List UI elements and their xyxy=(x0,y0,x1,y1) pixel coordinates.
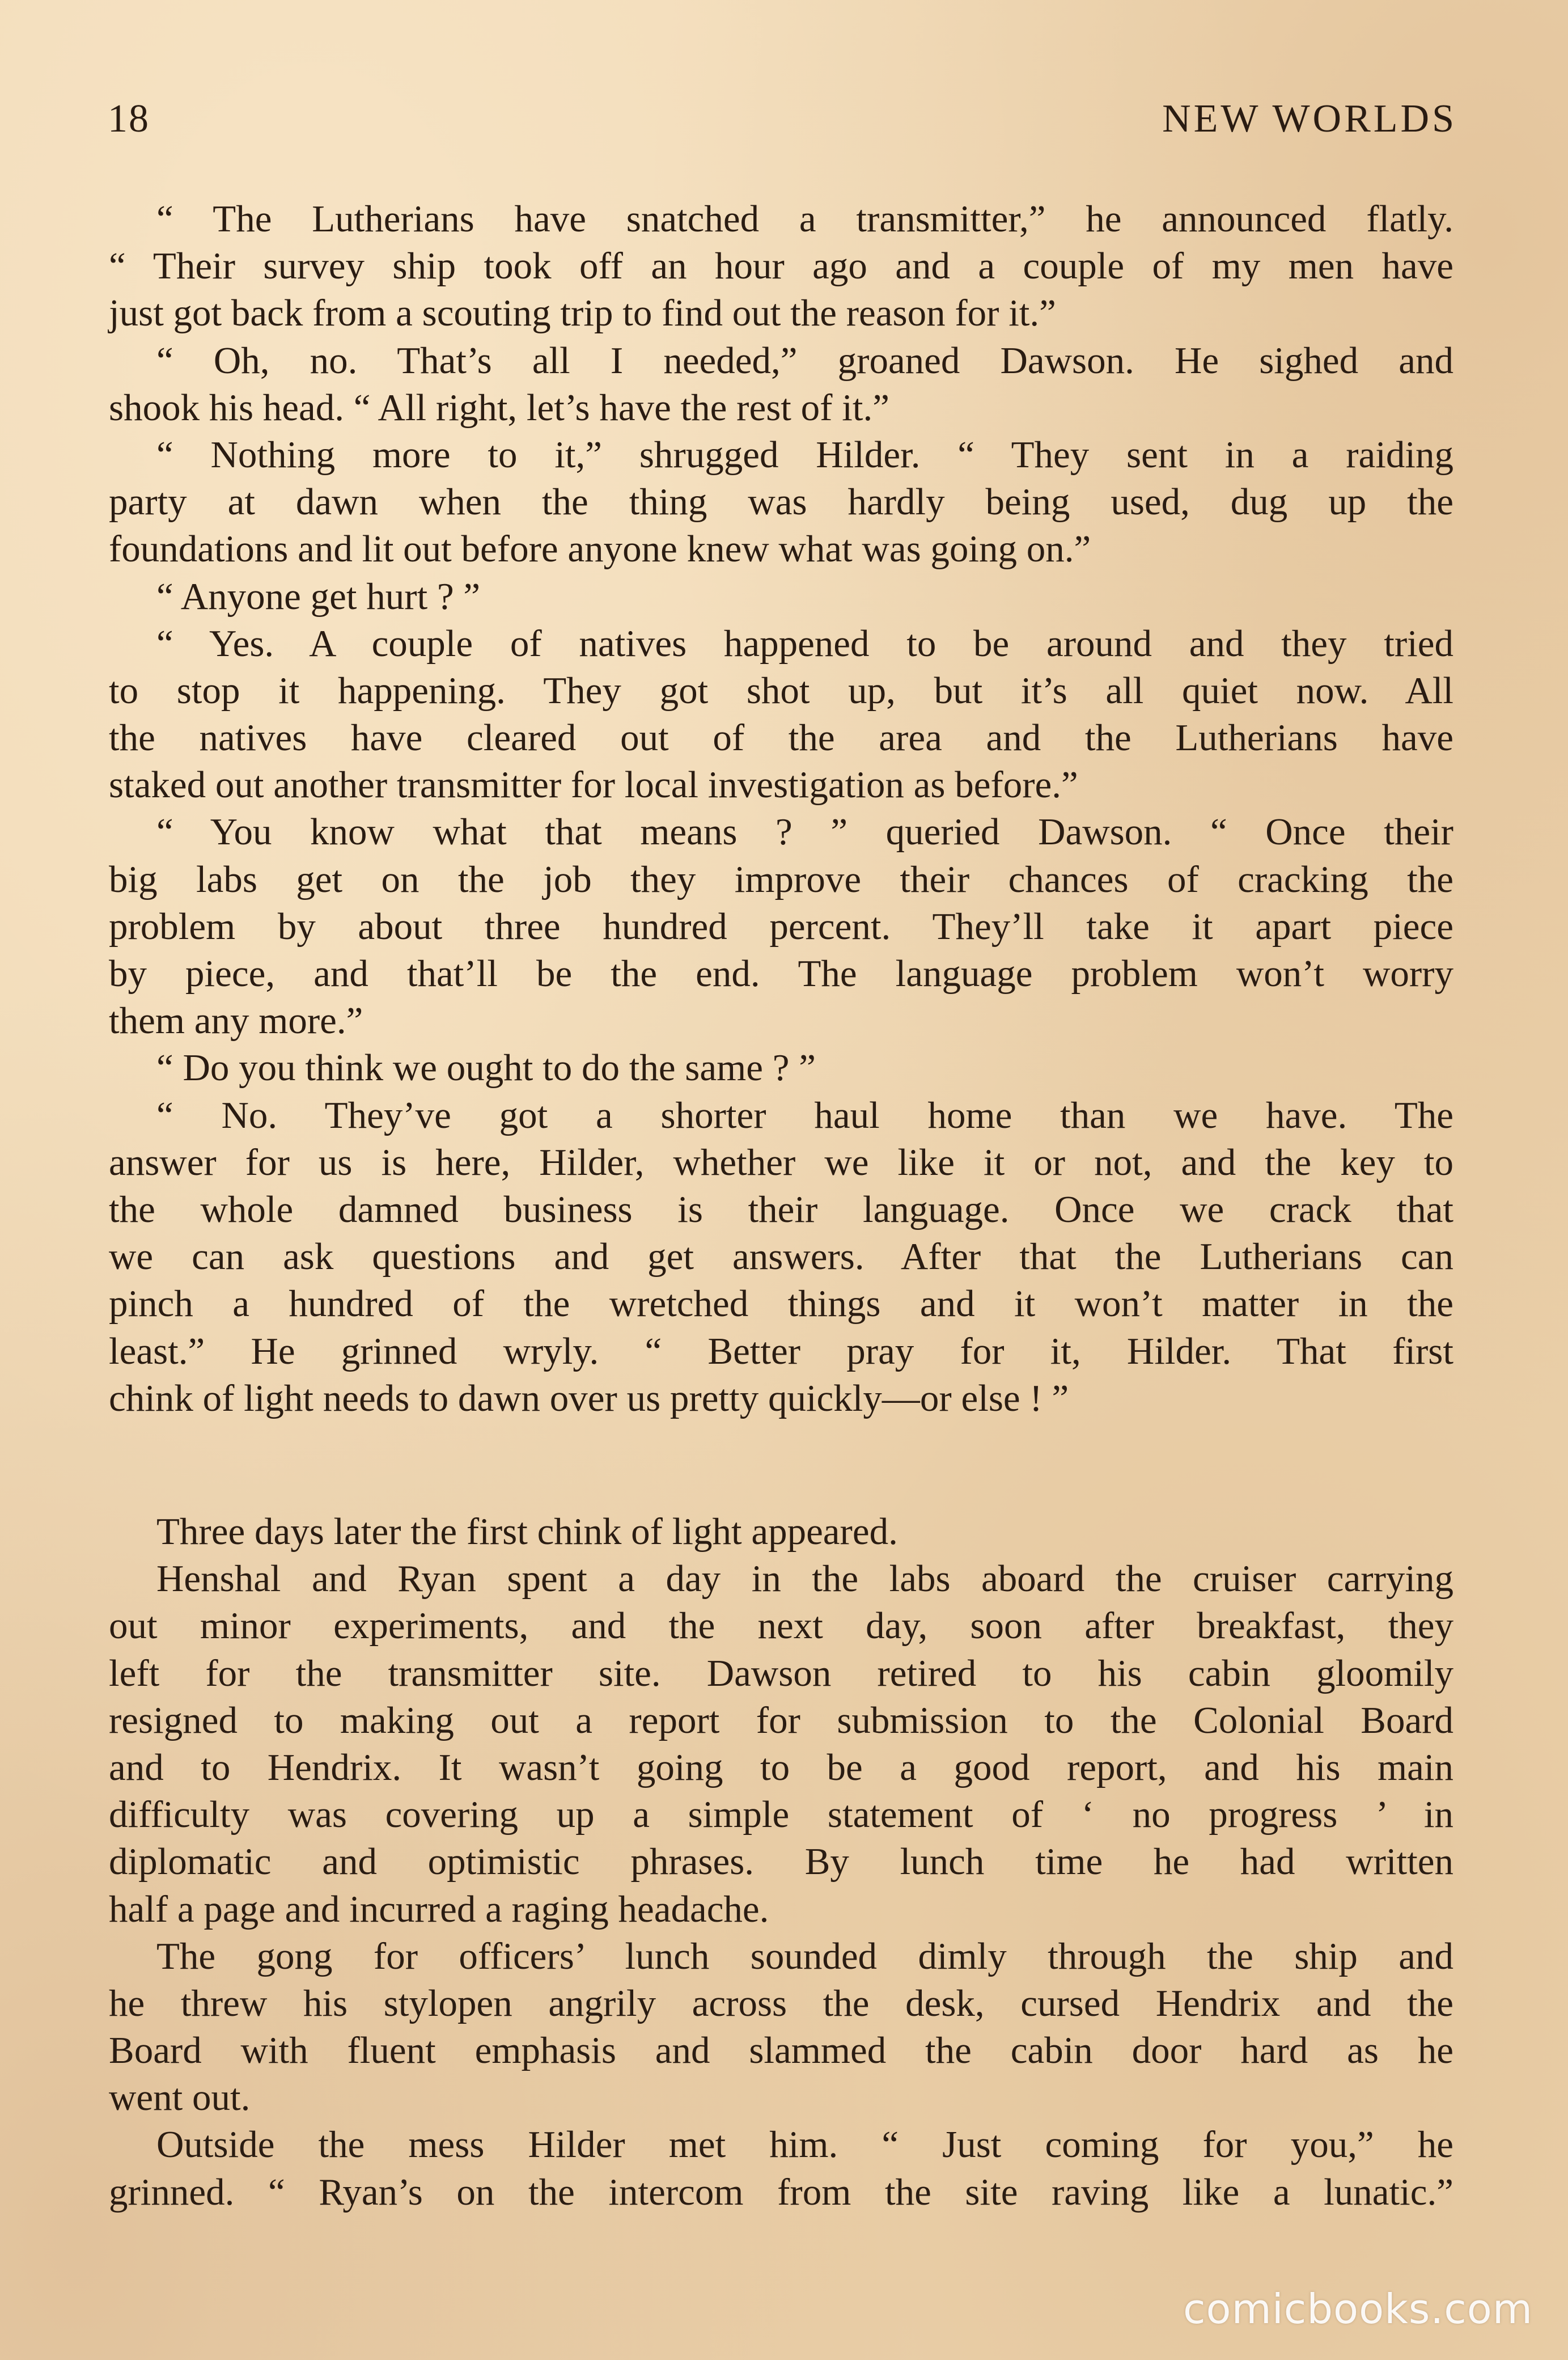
watermark: comicbooks.com xyxy=(1183,2285,1533,2333)
text-line: staked out another transmitter for local investigation as before.” xyxy=(109,764,1078,806)
page-number: 18 xyxy=(108,97,150,141)
body-text-section-2 xyxy=(109,1508,1453,2216)
text-line: to stop it happening. They got shot up, but it’s all quiet now. All xyxy=(109,669,1453,712)
text-line: “ Their survey ship took off an hour ago and a couple of my men have xyxy=(109,245,1453,287)
text-line: “ You know what that means ? ” queried Dawson. “ Once their xyxy=(156,811,1453,853)
text-line: Board with fluent emphasis and slammed the cabin door hard as he xyxy=(109,2029,1453,2072)
text-line: party at dawn when the thing was hardly being used, dug up the xyxy=(109,481,1453,523)
text-line: resigned to making out a report for submission to the Colonial Board xyxy=(109,1699,1453,1741)
text-line: difficulty was covering up a simple statement of ‘ no progress ’ in xyxy=(109,1794,1453,1836)
text-line: shook his head. “ All right, let’s have the rest of it.” xyxy=(109,386,889,429)
text-line: foundations and lit out before anyone knew what was going on.” xyxy=(109,528,1091,570)
text-line: answer for us is here, Hilder, whether we like it or not, and the key to xyxy=(109,1141,1453,1183)
text-line: Outside the mess Hilder met him. “ Just coming for you,” he xyxy=(156,2124,1453,2166)
text-line: pinch a hundred of the wretched things and it won’t matter in the xyxy=(109,1283,1453,1325)
text-line: least.” He grinned wryly. “ Better pray for it, Hilder. That first xyxy=(109,1330,1453,1372)
text-line: went out. xyxy=(109,2076,251,2119)
text-line: left for the transmitter site. Dawson retired to his cabin gloomily xyxy=(109,1652,1453,1694)
text-line: the whole damned business is their language. Once we crack that xyxy=(109,1188,1453,1230)
text-line: “ The Lutherians have snatched a transmitter,” he announced flatly. xyxy=(156,198,1453,240)
text-line: Henshal and Ryan spent a day in the labs aboard the cruiser carrying xyxy=(156,1558,1453,1600)
text-line: “ Anyone get hurt ? ” xyxy=(156,575,481,618)
running-head xyxy=(108,96,1457,147)
text-line: “ Do you think we ought to do the same ? ” xyxy=(156,1047,816,1089)
running-title: NEW WORLDS xyxy=(1162,97,1457,141)
text-line: “ Oh, no. That’s all I needed,” groaned Dawson. He sighed and xyxy=(156,339,1453,382)
text-line: just got back from a scouting trip to find out the reason for it.” xyxy=(109,292,1056,335)
text-line: problem by about three hundred percent. They’ll take it apart piece xyxy=(109,905,1453,948)
text-line: “ Nothing more to it,” shrugged Hilder. “ They sent in a raiding xyxy=(156,433,1453,476)
text-line: diplomatic and optimistic phrases. By lunch time he had written xyxy=(109,1841,1453,1883)
text-line: he threw his stylopen angrily across the desk, cursed Hendrix and the xyxy=(109,1982,1453,2024)
text-line: the natives have cleared out of the area and the Lutherians have xyxy=(109,717,1453,759)
text-line: out minor experiments, and the next day, soon after breakfast, they xyxy=(109,1605,1453,1647)
text-line: The gong for officers’ lunch sounded dimly through the ship and xyxy=(156,1935,1453,1977)
text-line: them any more.” xyxy=(109,1000,363,1042)
text-line: half a page and incurred a raging headache. xyxy=(109,1888,769,1930)
text-line: by piece, and that’ll be the end. The language problem won’t worry xyxy=(109,953,1453,995)
text-line: grinned. “ Ryan’s on the intercom from the site raving like a lunatic.” xyxy=(109,2171,1453,2213)
text-line: Three days later the first chink of light appeared. xyxy=(156,1511,898,1553)
text-line: we can ask questions and get answers. After that the Lutherians can xyxy=(109,1236,1453,1278)
text-line: chink of light needs to dawn over us pretty quickly—or else ! ” xyxy=(109,1377,1069,1419)
text-line: “ Yes. A couple of natives happened to be around and they tried xyxy=(156,622,1453,665)
text-line: and to Hendrix. It wasn’t going to be a good report, and his main xyxy=(109,1746,1453,1788)
body-text-section-1 xyxy=(109,196,1453,1422)
text-line: big labs get on the job they improve their chances of cracking the xyxy=(109,858,1453,900)
text-line: “ No. They’ve got a shorter haul home than we have. The xyxy=(156,1094,1453,1136)
